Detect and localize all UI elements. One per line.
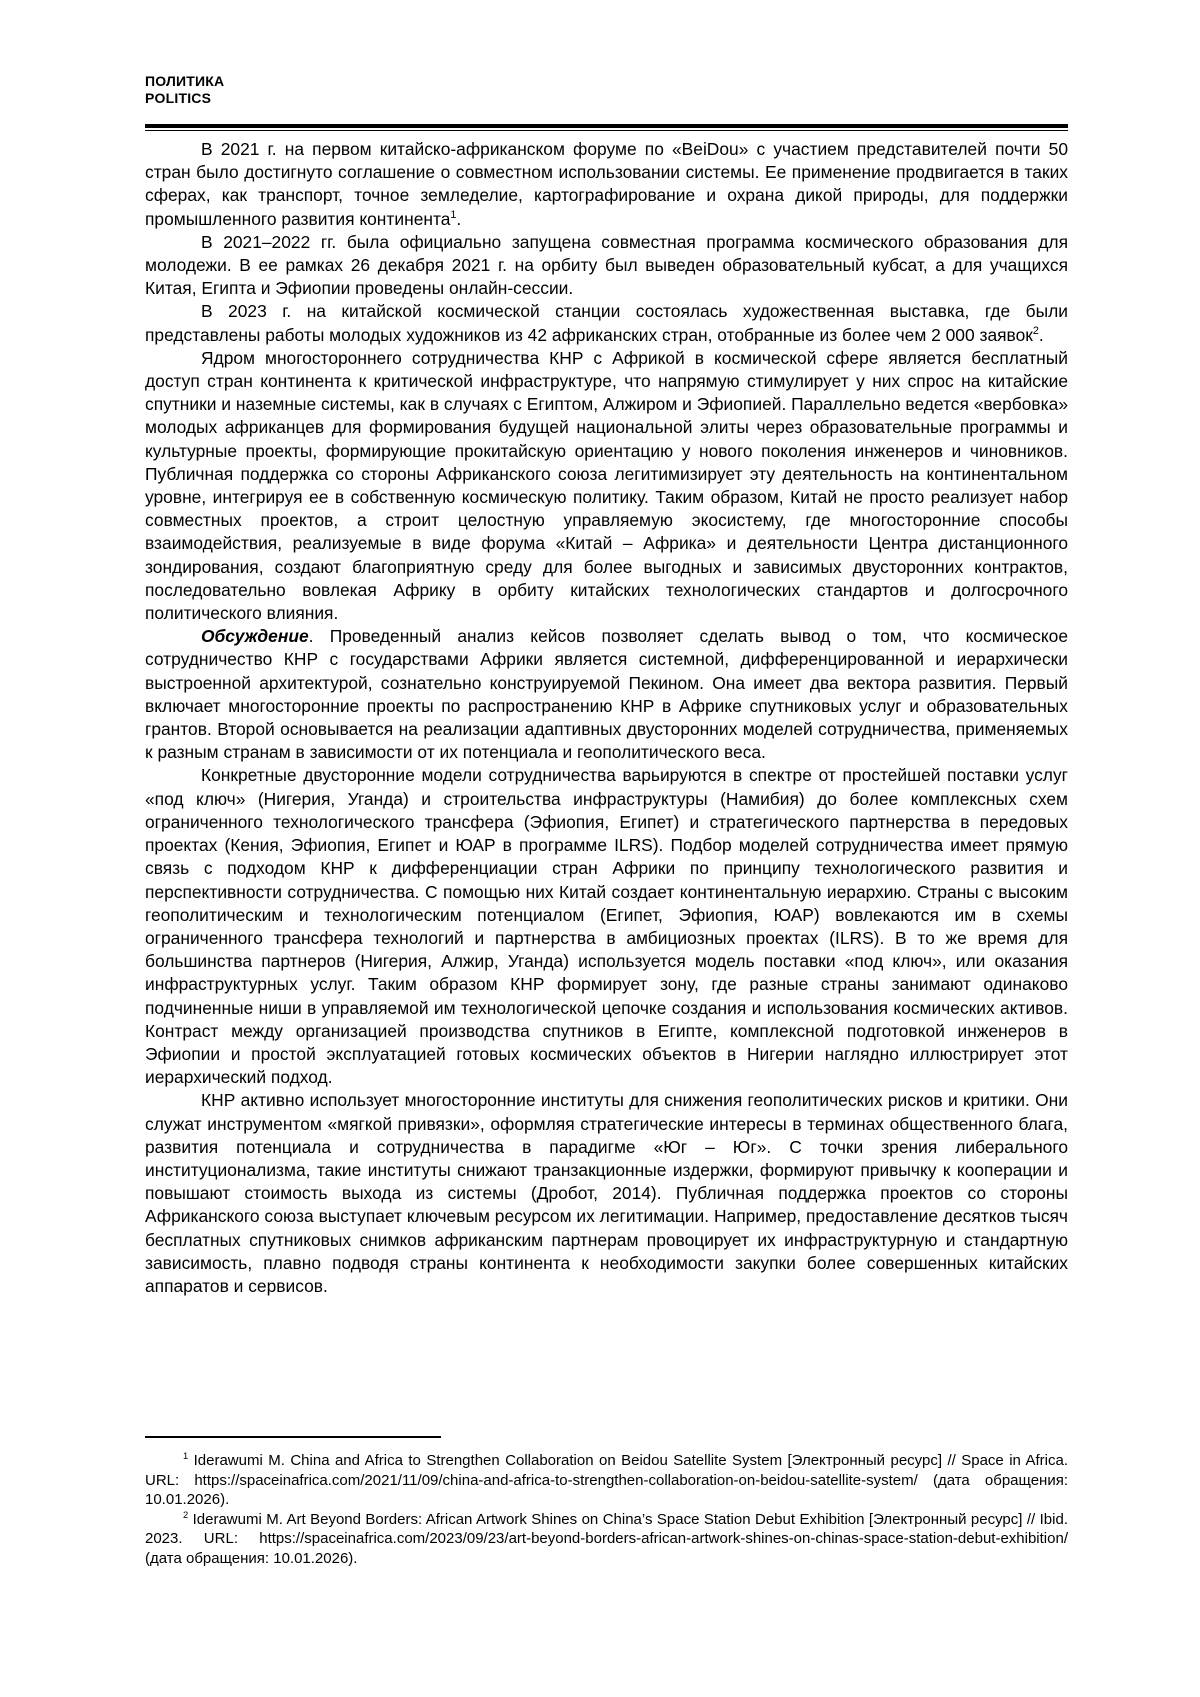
- header-rule-thick: [145, 124, 1068, 128]
- paragraph: КНР активно использует многосторонние институты для снижения геополитических рисков и критики. Они служат инструментом «мягкой привязки», оформляя стратегические интересы в терминах общественного блага, развития потенциала и сотрудничества в парадигме «Юг – Юг». С точки зрения либерального институционализма, такие институты снижают транзакционные издержки, формируют привычку к кооперации и повышают стоимость выхода из системы (Дробот, 2014). Публичная поддержка проектов со стороны Африканского союза выступает ключевым ресурсом их легитимации. Например, предоставление десятков тысяч бесплатных спутниковых снимков африканским партнерам провоцирует их инфраструктурную и стандартную зависимость, плавно подводя страны континента к необходимости закупки более совершенных китайских аппаратов и сервисов.: [145, 1090, 1068, 1296]
- footnote-ref[interactable]: 2: [1032, 324, 1039, 337]
- paragraph: Ядром многостороннего сотрудничества КНР с Африкой в космической сфере является бесплатный доступ стран континента к критической инфраструктуре, что напрямую стимулирует у них спрос на китайские спутники и наземные системы, как в случаях с Египтом, Алжиром и Эфиопией. Параллельно ведется «вербовка» молодых африканцев для формирования будущей национальной элиты через образовательные программы и культурные проекты, формирующие прокитайскую ориентацию у нового поколения инженеров и чиновников. Публичная поддержка со стороны Африканского союза легитимизирует эту деятельность на континентальном уровне, интегрируя ее в собственную космическую политику. Таким образом, Китай не просто реализует набор совместных проектов, а строит целостную управляемую экосистему, где многосторонние способы взаимодействия, реализуемые в виде форума «Китай – Африка» и деятельности Центра дистанционного зондирования, создают благоприятную среду для более выгодных и зависимых двусторонних контрактов, последовательно вовлекая Африку в орбиту китайских технологических стандартов и долгосрочного политического влияния.: [145, 347, 1068, 624]
- header-rule-thin: [145, 130, 1068, 131]
- footnote-link[interactable]: https://spaceinafrica.com/2023/09/23/art-beyond-borders-african-artwork-shines-on-chinas-space-station-debut-exhibition/: [259, 1530, 1068, 1547]
- footnote-separator: [145, 1436, 441, 1438]
- footnote-ref[interactable]: 1: [450, 208, 457, 221]
- section-title-ru: ПОЛИТИКА: [145, 73, 225, 89]
- footnotes: [145, 1451, 1068, 1568]
- footnote-number: 2: [183, 1509, 189, 1520]
- paragraph: В 2023 г. на китайской космической станции состоялась художественная выставка, где были представлены работы молодых художников из 42 африканских стран, отобранные из более чем 2 000 заявок$^2$.: [145, 301, 1068, 345]
- paragraph: Конкретные двусторонние модели сотрудничества варьируются в спектре от простейшей поставки услуг «под ключ» (Нигерия, Уганда) и строительства инфраструктуры (Намибия) до более комплексных схем ограниченного технологического трансфера (Эфиопия, Египет) и стратегического партнерства в передовых проектах (Кения, Эфиопия, Египет и ЮАР в программе ILRS). Подбор моделей сотрудничества имеет прямую связь с подходом КНР к дифференциации стран Африки по принципу технологического развития и перспективности сотрудничества. С помощью них Китай создает континентальную иерархию. Страны с высоким геополитическим и технологическим потенциалом (Египет, Эфиопия, ЮАР) вовлекаются им в схемы ограниченного трансфера технологий и партнерства в амбициозных проектах (ILRS). В то же время для большинства партнеров (Нигерия, Алжир, Уганда) используется модель поставки «под ключ», или оказания инфраструктурных услуг. Таким образом КНР формирует зону, где разные страны занимают одинаково подчиненные ниши в управляемой им технологической цепочке создания и использования космических активов. Контраст между организацией производства спутников в Египте, комплексной подготовкой инженеров в Эфиопии и простой эксплуатацией готовых космических объектов в Нигерии наглядно иллюстрирует этот иерархический подход.: [145, 765, 1068, 1088]
- section-title-en: POLITICS: [145, 90, 212, 106]
- footnote-item: $^1$ Iderawumi M. China and Africa to Strengthen Collaboration on Beidou Satellite System [Электронный ресурс] // Space in Africa. URL: https://spaceinafrica.com/2021/11/09/china-and-africa-to-strengthen-collaboration-on-beidou-satellite-system/ (дата обращения: 10.01.2026).: [145, 1451, 1068, 1508]
- article-body: [145, 138, 1068, 1298]
- footnote-item: $^2$ Iderawumi M. Art Beyond Borders: African Artwork Shines on China’s Space Station Debut Exhibition [Электронный ресурс] // Ibid. 2023. URL: https://spaceinafrica.com/2023/09/23/art-beyond-borders-african-artwork-shines-on-chinas-space-station-debut-exhibition/ (дата обращения: 10.01.2026).: [145, 1509, 1068, 1567]
- running-header: [145, 73, 224, 107]
- discussion-heading: Обсуждение: [201, 626, 309, 647]
- footnote-number: 1: [183, 1451, 189, 1461]
- paragraph: В 2021 г. на первом китайско-африканском форуме по «BeiDou» с участием представителей почти 50 стран было достигнуто соглашение о совместном использовании системы. Ее применение продвигается в таких сферах, как транспорт, точное земледелие, картографирование и охрана дикой природы, для поддержки промышленного развития континента$^1$.: [145, 139, 1068, 229]
- paragraph: Обсуждение. Проведенный анализ кейсов позволяет сделать вывод о том, что космическое сотрудничество КНР с государствами Африки является системной, дифференцированной и иерархически выстроенной архитектурой, сознательно конструируемой Пекином. Она имеет два вектора развития. Первый включает многосторонние проекты по распространению КНР в Африке спутниковых услуг и образовательных грантов. Второй основывается на реализации адаптивных двусторонних моделей сотрудничества, применяемых к разным странам в зависимости от их потенциала и геополитического веса.: [145, 626, 1068, 763]
- paragraph: В 2021–2022 гг. была официально запущена совместная программа космического образования для молодежи. В ее рамках 26 декабря 2021 г. на орбиту был выведен образовательный кубсат, а для учащихся Китая, Египта и Эфиопии проведены онлайн-сессии.: [145, 231, 1068, 299]
- footnote-link[interactable]: https://spaceinafrica.com/2021/11/09/china-and-africa-to-strengthen-collaboration-on-beidou-satellite-system/: [194, 1471, 918, 1489]
